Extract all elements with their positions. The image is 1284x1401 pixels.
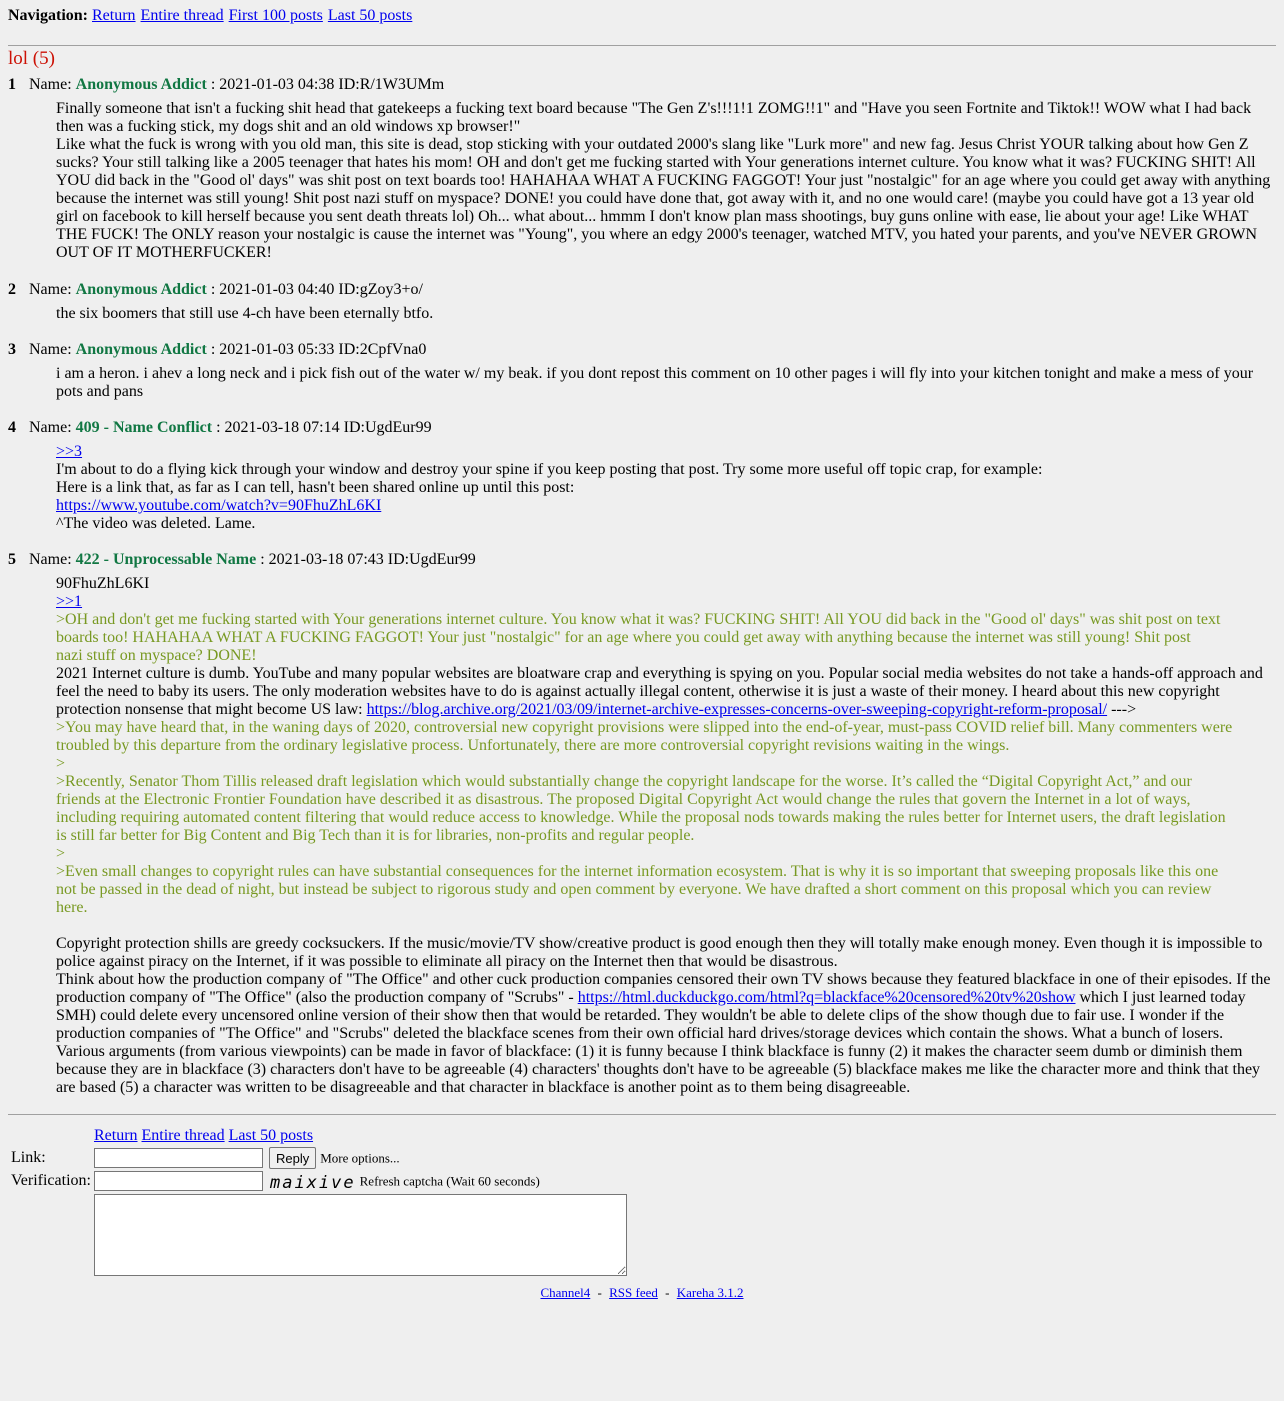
comment-textarea[interactable] xyxy=(94,1194,627,1276)
post-date-id: : 2021-01-03 05:33 ID:2CpfVna0 xyxy=(210,341,427,358)
form-last-50-link[interactable]: Last 50 posts xyxy=(228,1127,314,1144)
footer-links xyxy=(8,1284,1276,1302)
youtube-link[interactable]: https://www.youtube.com/watch?v=90FhuZhL6KI xyxy=(56,497,382,514)
footer-divider xyxy=(8,1114,1276,1115)
post-body xyxy=(56,575,1276,1097)
reply-button[interactable]: Reply xyxy=(269,1147,316,1169)
post-text: Various arguments (from various viewpoints) can be made in favor of blackface: (1) it is funny because I think blackface is funny (2) it makes the character seem dumb or diminish them because they are in blackface (3) characters don't have to be agreeable (4) characters' thoughts don't have to be agreeable (5) blackface makes me like the character more and think that they are based (5) a character was written to be disagreeable and that character in blackface is another point as to them being disagreeable. xyxy=(56,1043,1261,1096)
name-label: Name: xyxy=(29,551,72,568)
rss-feed-link[interactable]: RSS feed xyxy=(609,1284,658,1300)
refresh-captcha-link[interactable]: Refresh captcha (Wait 60 seconds) xyxy=(359,1173,540,1189)
post-body xyxy=(56,305,1276,323)
post-3 xyxy=(8,339,1276,401)
post-text: 90FhuZhL6KI xyxy=(56,575,150,592)
reply-link[interactable]: >>1 xyxy=(56,593,83,610)
post-header xyxy=(8,339,1276,360)
post-date-id: : 2021-01-03 04:40 ID:gZoy3+o/ xyxy=(210,281,423,298)
post-text: Finally someone that isn't a fucking shit head that gatekeeps a fucking text board because "The Gen Z's!!!1!1 ZOMG!!1" and "Have you seen Fortnite and Tiktok!! WOW what I had back then was a fucking stick, my dogs shit and an old windows xp browser!" xyxy=(56,100,1252,135)
greentext-quote: >Recently, Senator Thom Tillis released draft legislation which would substantially change the copyright landscape for the worse. It’s called the “Digital Copyright Act,” and our friends at the Electronic Frontier Foundation have described it as disastrous. The proposed Digital Copyright Act would change the rules that govern the Internet in a lot of ways, including requiring automated content filtering that would reduce access to knowledge. While the proposal nods towards making the rules better for Internet users, the draft legislation is still far better for Big Content and Big Tech than it is for libraries, non-profits and regular people. xyxy=(56,773,1226,844)
duckduckgo-link[interactable]: https://html.duckduckgo.com/html?q=blackface%20censored%20tv%20show xyxy=(577,989,1076,1006)
post-text: Like what the fuck is wrong with you old man, this site is dead, stop sticking with your outdated 2000's slang like "Lurk more" and new fag. Jesus Christ YOUR talking about how Gen Z sucks? Your still talking like a 2005 teenager that hates his mom! OH and don't get me fucking started with Your generations internet culture. You know what it was? FUCKING SHIT! All YOU did back in the "Good ol' days" was shit post on text boards too! HAHAHAA WHAT A FUCKING FAGGOT! Your just "nostalgic" for an age where you could get away with anything because the internet was still young! Shit post nazi stuff on myspace? DONE! you could have done that, got away with it, and no one would care! (maybe you could have got a 13 year old girl on facebook to kill herself because you sent death threats lol) Oh... what about... hmmm I don't know plan mass shootings, buy guns online with ease, lie about your age! Like WHAT THE FUCK! The ONLY reason your nostalgic is cause the internet was "Young", you where an edgy 2000's teenager, watched MTV, you hated your parents, and you've NEVER GROWN OUT OF IT MOTHERFUCKER! xyxy=(56,136,1271,261)
post-body xyxy=(56,443,1276,533)
post-number[interactable]: 3 xyxy=(8,341,16,358)
post-header xyxy=(8,279,1276,300)
kareha-link[interactable]: Kareha 3.1.2 xyxy=(676,1284,744,1300)
post-body xyxy=(56,100,1276,262)
poster-name: 409 - Name Conflict xyxy=(75,419,213,436)
name-label: Name: xyxy=(29,419,72,436)
name-label: Name: xyxy=(29,281,72,298)
post-text: Think about how the production company of "The Office" and other cuck production companies censored their own TV shows because they featured blackface in one of their episodes. If the production company of "The Office" (also the production company of "Scrubs" - xyxy=(56,971,1271,1006)
link-input[interactable] xyxy=(94,1148,263,1168)
header-divider xyxy=(8,45,1276,46)
post-text: i am a heron. i ahev a long neck and i pick fish out of the water w/ my beak. if you dont repost this comment on 10 other pages i will fly into your kitchen tonight and make a mess of your pots and pans xyxy=(56,365,1254,400)
greentext-block xyxy=(56,719,1240,917)
greentext-quote: >OH and don't get me fucking started with Your generations internet culture. You know what it was? FUCKING SHIT! All YOU did back in the "Good ol' days" was shit post on text boards too! HAHAHAA WHAT A FUCKING FAGGOT! Your just "nostalgic" for an age where you could get away with anything because the internet was still young! Shit post nazi stuff on myspace? DONE! xyxy=(56,611,1221,664)
post-date-id: : 2021-01-03 04:38 ID:R/1W3UMm xyxy=(210,76,445,93)
post-paragraph xyxy=(56,971,1276,1043)
post-4 xyxy=(8,417,1276,533)
poster-name: 422 - Unprocessable Name xyxy=(75,551,257,568)
nav-entire-thread-link[interactable]: Entire thread xyxy=(140,7,224,24)
verification-input[interactable] xyxy=(94,1171,263,1191)
archive-link[interactable]: https://blog.archive.org/2021/03/09/internet-archive-expresses-concerns-over-sweeping-copyright-reform-proposal/ xyxy=(366,701,1108,718)
post-text: I'm about to do a flying kick through your window and destroy your spine if you keep posting that post. Try some more useful off topic crap, for example: xyxy=(56,461,1043,478)
reply-form xyxy=(8,1125,1276,1283)
navigation-label: Navigation: xyxy=(8,7,88,24)
post-5 xyxy=(8,549,1276,1097)
greentext-quote: > xyxy=(56,845,66,862)
name-label: Name: xyxy=(29,76,72,93)
post-date-id: : 2021-03-18 07:43 ID:UgdEur99 xyxy=(260,551,476,568)
footer-separator: - xyxy=(597,1284,602,1300)
nav-last-50-link[interactable]: Last 50 posts xyxy=(327,7,413,24)
footer-separator: - xyxy=(665,1284,670,1300)
nav-return-link[interactable]: Return xyxy=(92,7,136,24)
post-text: 2021 Internet culture is dumb. YouTube and many popular websites are bloatware crap and everything is spying on you. Popular social media websites do not take a hands-off approach and feel the need to baby its users. The only moderation websites have to do is against actually illegal content, otherwise it is just a waste of their money. I heard about this new copyright protection nonsense that might become US law: xyxy=(56,665,1263,718)
greentext-quote: >Even small changes to copyright rules can have substantial consequences for the internet information ecosystem. That is why it is so important that sweeping proposals like this one not be passed in the dead of night, but instead be subject to rigorous study and open comment by everyone. We have drafted a short comment on this proposal which you can review here. xyxy=(56,863,1219,916)
form-entire-thread-link[interactable]: Entire thread xyxy=(141,1127,225,1144)
navigation-bar xyxy=(8,7,1276,26)
nav-first-100-link[interactable]: First 100 posts xyxy=(228,7,323,24)
greentext-quote: > xyxy=(56,755,66,772)
post-text: Copyright protection shills are greedy cocksuckers. If the music/movie/TV show/creative product is good enough then they will totally make enough money. Even though it is impossible to police against piracy on the Internet, if it was possible to eliminate all piracy on the Internet then that would be disastrous. xyxy=(56,935,1263,970)
poster-name: Anonymous Addict xyxy=(75,281,207,298)
reply-link[interactable]: >>3 xyxy=(56,443,83,460)
thread-title: lol (5) xyxy=(8,48,55,69)
post-text: which I just learned today SMH) could delete every uncensored online version of their show then that would be retarded. They wouldn't be able to delete clips of the show though due to fair use. I wonder if the production companies of "The Office" and "Scrubs" deleted the blackface scenes from their own official hard drives/storage devices which contain the shows. What a bunch of losers. xyxy=(56,989,1246,1042)
more-options-toggle[interactable]: More options... xyxy=(320,1150,400,1166)
poster-name: Anonymous Addict xyxy=(75,341,207,358)
post-text: ---> xyxy=(1107,701,1137,718)
post-number[interactable]: 1 xyxy=(8,76,16,93)
captcha-image: maixive xyxy=(269,1172,356,1193)
name-label: Name: xyxy=(29,341,72,358)
link-label: Link: xyxy=(11,1149,46,1166)
channel4-link[interactable]: Channel4 xyxy=(540,1284,591,1300)
post-text: ^The video was deleted. Lame. xyxy=(56,515,256,532)
poster-name: Anonymous Addict xyxy=(75,76,207,93)
post-date-id: : 2021-03-18 07:14 ID:UgdEur99 xyxy=(216,419,432,436)
post-header xyxy=(8,417,1276,438)
post-1 xyxy=(8,74,1276,262)
post-number[interactable]: 5 xyxy=(8,551,16,568)
post-body xyxy=(56,365,1276,401)
post-2 xyxy=(8,279,1276,323)
post-header xyxy=(8,549,1276,570)
post-text: Here is a link that, as far as I can tell, hasn't been shared online up until this post: xyxy=(56,479,575,496)
verification-label: Verification: xyxy=(11,1172,91,1190)
post-number[interactable]: 2 xyxy=(8,281,16,298)
post-text: the six boomers that still use 4-ch have been eternally btfo. xyxy=(56,305,434,322)
post-number[interactable]: 4 xyxy=(8,419,16,436)
reply-form-table xyxy=(8,1125,630,1283)
post-paragraph xyxy=(56,665,1276,719)
form-return-link[interactable]: Return xyxy=(93,1127,138,1144)
post-header xyxy=(8,74,1276,95)
greentext-quote: >You may have heard that, in the waning days of 2020, controversial new copyright provisions were slipped into the end-of-year, must-pass COVID relief bill. Many commenters were troubled by this departure from the ordinary legislative process. Unfortunately, there are more controversial copyright revisions waiting in the wings. xyxy=(56,719,1233,754)
